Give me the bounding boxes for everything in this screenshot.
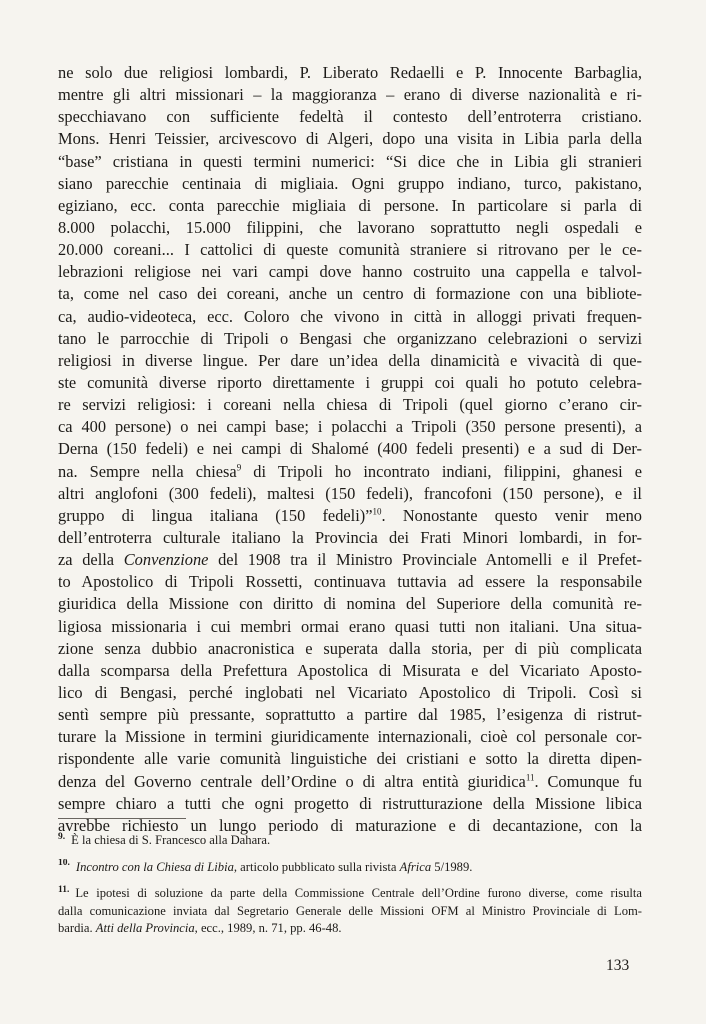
footnote-line: dalla comunicazione inviata dal Segretario Generale delle Missioni OFM al Ministro Provinciale di Lom- (58, 903, 642, 918)
footnote-text: 5/1989. (431, 859, 473, 874)
text-line (58, 461, 642, 483)
footnote-number: 11. (58, 885, 70, 895)
text-line: 8.000 polacchi, 15.000 filippini, che lavorano soprattutto negli ospedali e (58, 217, 642, 237)
text-line: lebrazioni religiose nei vari campi dove hanno costruito una cappella e talvol- (58, 262, 642, 282)
footnote-text: , ecc., 1989, n. 71, pp. 46-48. (194, 921, 342, 935)
footnote-italic: Atti della Provincia (95, 921, 195, 935)
text-line: mentre gli altri missionari – la maggioranza – erano di diverse nazionalità e ri- (58, 85, 642, 105)
text-fragment: na. Sempre nella chiesa (58, 461, 237, 481)
text-line: dell’entroterra culturale italiano la Provincia dei Frati Minori lombardi, in for- (58, 527, 642, 547)
page-number: 133 (606, 957, 630, 974)
footnote-9 (58, 832, 642, 850)
text-line: rispondente alle varie comunità linguistiche dei cristiani e sotto la diretta dipen- (58, 749, 642, 769)
footnote-line (58, 832, 642, 850)
text-line: altri anglofoni (300 fedeli), maltesi (150 fedeli), francofoni (150 persone), e il (58, 483, 642, 503)
text-line: re servizi religiosi: i coreani nella chiesa di Tripoli (quel giorno c’erano cir- (58, 395, 642, 415)
footnote-11 (58, 885, 642, 938)
text-fragment: . Nonostante questo venir meno (381, 505, 642, 525)
text-line: sempre chiaro a tutti che ogni progetto di ristrutturazione della Missione libica (58, 793, 642, 813)
text-line: turare la Missione in termini giuridicamente internazionali, cioè col personale cor- (58, 727, 642, 747)
footnote-separator (58, 818, 186, 819)
text-line: specchiavano con sufficiente fedeltà il contesto dell’entroterra cristiano. (58, 107, 642, 127)
footnote-text: bardia. (58, 921, 96, 935)
text-fragment: denza del Governo centrale dell’Ordine o di altra entità giuridica (58, 771, 526, 791)
footnote-line (58, 885, 642, 903)
text-line: egiziano, ecc. conta parecchie migliaia di persone. In particolare si parla di (58, 195, 642, 215)
text-line: zione senza dubbio anacronistica e superata dalla storia, per di più complicata (58, 638, 642, 658)
text-line: tano le parrocchie di Tripoli o Bengasi che organizzano celebrazioni o servizi (58, 328, 642, 348)
text-line: ta, come nel caso dei coreani, anche un centro di formazione con una bibliote- (58, 284, 642, 304)
italic-title: Convenzione (123, 550, 209, 570)
text-line: sentì sempre più pressante, soprattutto a partire dal 1985, l’esigenza di ristrut- (58, 705, 642, 725)
text-line: siano parecchie centinaia di migliaia. Ogni gruppo indiano, turco, pakistano, (58, 173, 642, 193)
footnote-10 (58, 859, 642, 877)
footnote-ref-9[interactable]: 9 (236, 462, 242, 473)
text-line: ligiosa missionaria i cui membri ormai erano quasi tutti non italiani. Una situa- (58, 616, 642, 636)
text-fragment: . Comunque fu (534, 771, 642, 791)
text-line: avrebbe richiesto un lungo periodo di maturazione e di decantazione, con la (58, 815, 642, 835)
text-line: dalla scomparsa della Prefettura Apostolica di Misurata e del Vicariato Aposto- (58, 660, 642, 680)
text-line: giuridica della Missione con diritto di nomina del Superiore della comunità re- (58, 594, 642, 614)
text-line (58, 505, 642, 527)
footnote-italic: Africa (399, 859, 432, 874)
text-line: ca, audio-videoteca, ecc. Coloro che vivono in città in alloggi privati frequen- (58, 306, 642, 326)
text-line: ste comunità diverse riporto direttamente i gruppi coi quali ho potuto celebra- (58, 372, 642, 392)
footnote-line (58, 920, 642, 938)
text-line: lico di Bengasi, perché inglobati nel Vicariato Apostolico di Tripoli. Così si (58, 682, 642, 702)
footnote-ref-11[interactable]: 11 (525, 772, 535, 783)
footnotes (58, 832, 642, 947)
footnote-text: Le ipotesi di soluzione da parte della Commissione Centrale dell’Ordine furono diverse, come risulta (75, 886, 642, 900)
footnote-text: , articolo pubblicato sulla rivista (233, 859, 400, 874)
body-text (58, 62, 642, 837)
text-fragment: del 1908 tra il Ministro Provinciale Antomelli e il Prefet- (208, 550, 642, 570)
footnote-line (58, 859, 642, 877)
text-line: ne solo due religiosi lombardi, P. Liberato Redaelli e P. Innocente Barbaglia, (58, 63, 642, 82)
footnote-number: 10. (58, 858, 70, 869)
text-line (58, 771, 642, 793)
footnote-number: 9. (58, 832, 66, 842)
text-fragment: gruppo di lingua italiana (150 fedeli)” (58, 505, 373, 525)
text-line: Derna (150 fedeli) e nei campi di Shalomé (400 fedeli presenti) e a sud di Der- (58, 439, 642, 459)
text-line: 20.000 coreani... I cattolici di queste comunità straniere si ritrovano per le ce- (58, 240, 642, 260)
text-fragment: di Tripoli ho incontrato indiani, filippini, ghanesi e (241, 461, 642, 481)
text-fragment: za della (58, 550, 124, 570)
footnote-ref-10[interactable]: 10 (372, 506, 382, 517)
text-line: to Apostolico di Tripoli Rossetti, continuava tuttavia ad essere la responsabile (58, 572, 642, 592)
text-line: Mons. Henri Teissier, arcivescovo di Algeri, dopo una visita in Libia parla della (58, 129, 642, 149)
text-line: “base” cristiana in questi termini numerici: “Si dice che in Libia gli stranieri (58, 151, 642, 171)
text-line: ca 400 persone) o nei campi base; i polacchi a Tripoli (350 persone presenti), a (58, 417, 642, 437)
footnote-text: È la chiesa di S. Francesco alla Dahara. (71, 833, 271, 847)
text-line (58, 549, 642, 571)
text-line: religiosi in diverse lingue. Per dare un’idea della dinamicità e vivacità di que- (58, 350, 642, 370)
footnote-italic: Incontro con la Chiesa di Libia (75, 859, 234, 874)
